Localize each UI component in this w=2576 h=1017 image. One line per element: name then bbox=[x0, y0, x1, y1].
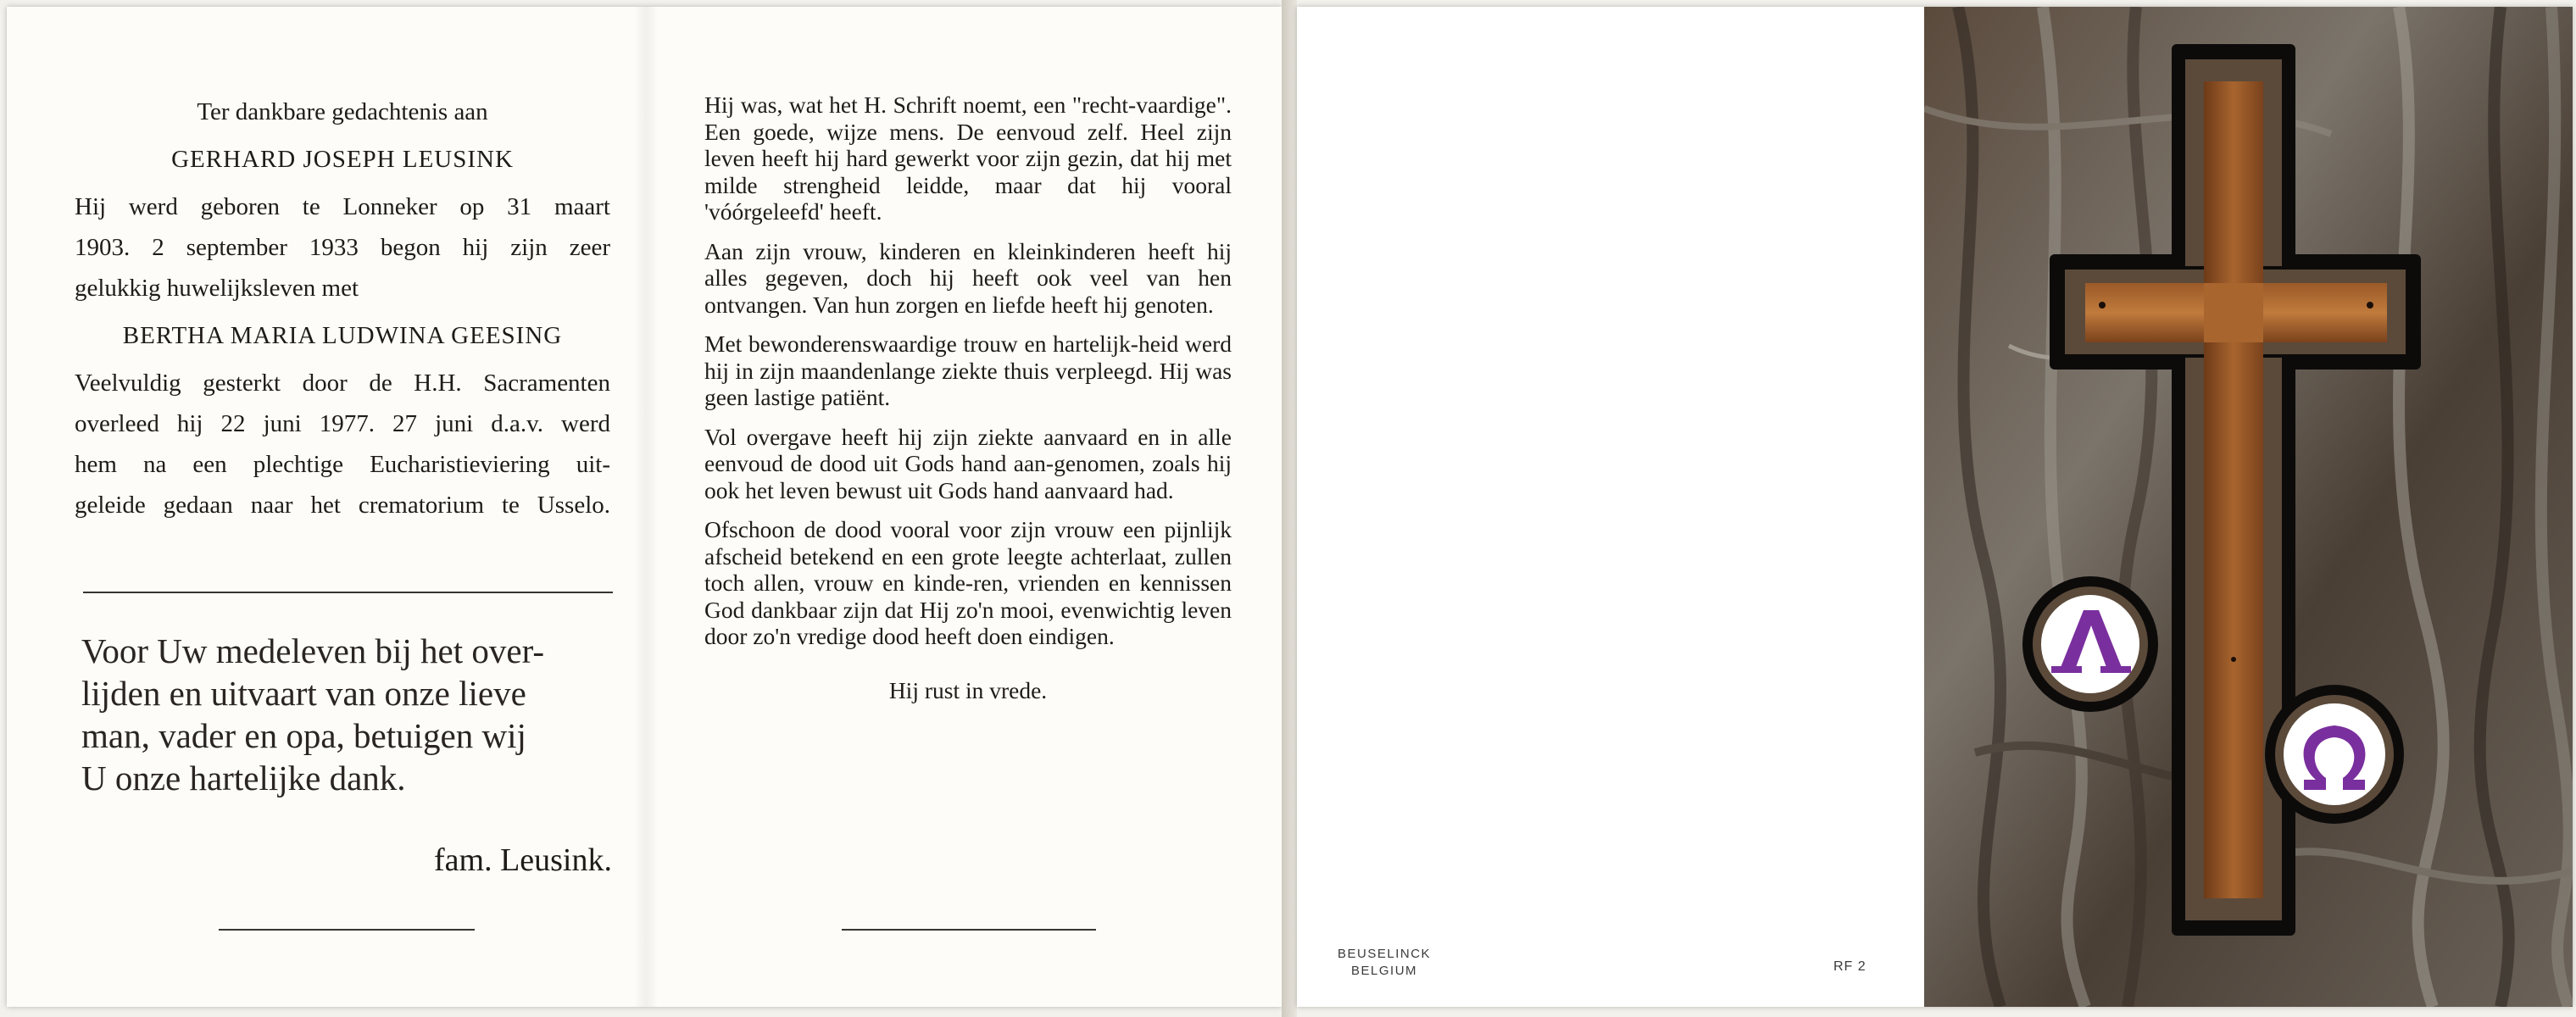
eulogy-paragraph: Vol overgave heeft hij zijn ziekte aanvaard en in alle eenvoud de dood uit Gods hand aan-genomen, zoals hij ook het leven bewust uit Gods hand aanvaard had. bbox=[704, 423, 1232, 503]
printer-imprint bbox=[1338, 946, 1431, 980]
card-code: RF 2 bbox=[1833, 959, 1867, 974]
eulogy-paragraph: Met bewonderenswaardige trouw en hartelijk-heid werd hij in zijn maandenlange ziekte thuis verpleegd. Hij was geen lastige patiënt. bbox=[704, 331, 1232, 410]
printer-name: BEUSELINCK bbox=[1338, 947, 1432, 961]
birth-line: Hij werd geboren te Lonneker op 31 maart bbox=[75, 193, 610, 220]
thanks-message bbox=[81, 630, 612, 799]
fold-line bbox=[634, 7, 658, 1007]
eulogy-paragraph: Hij was, wat het H. Schrift noemt, een "recht-vaardige". Een goede, wijze mens. De eenvoud zelf. Heel zijn leven heeft hij hard gewerkt voor zijn gezin, dat hij met milde strengheid leidde, maar dat hij vooral 'vóórgeleefd' heeft. bbox=[704, 92, 1232, 225]
printer-country: BELGIUM bbox=[1351, 964, 1418, 978]
alpha-icon bbox=[2022, 576, 2158, 712]
closing-line: Hij rust in vrede. bbox=[888, 676, 1048, 703]
eulogy-paragraph: Ofschoon de dood vooral voor zijn vrouw een pijnlijk afscheid betekend en een grote leegte achterlaat, zullen toch allen, vrouw en kinde-ren, vrienden en kennissen God dankbaar zijn dat Hij zo'n mooi, evenwichtig leven door zo'n vredige dood heeft doen eindigen. bbox=[704, 516, 1232, 649]
short-divider bbox=[842, 929, 1096, 931]
spouse-name: BERTHA MARIA LUDWINA GEESING bbox=[122, 322, 563, 349]
short-divider bbox=[219, 929, 475, 931]
intro-line: Ter dankbare gedachtenis aan bbox=[197, 98, 488, 125]
death-line: overleed hij 22 juni 1977. 27 juni d.a.v. werd bbox=[75, 410, 610, 437]
birth-line: gelukkig huwelijksleven met bbox=[75, 275, 359, 302]
death-line: geleide gedaan naar het crematorium te Usselo. bbox=[75, 492, 610, 519]
scan-gap bbox=[1282, 0, 1297, 1017]
birth-line: 1903. 2 september 1933 begon hij zijn zeer bbox=[75, 234, 610, 261]
thanks-line: Voor Uw medeleven bij het over- bbox=[81, 631, 545, 670]
artwork-svg bbox=[1924, 7, 2573, 1007]
omega-icon bbox=[2265, 685, 2404, 824]
cross-artwork bbox=[1924, 7, 2573, 1007]
divider-line bbox=[83, 592, 613, 593]
death-line: Veelvuldig gesterkt door de H.H. Sacramenten bbox=[75, 370, 610, 397]
family-signature: fam. Leusink. bbox=[433, 842, 612, 878]
thanks-line: U onze hartelijke dank. bbox=[81, 759, 406, 797]
death-line: hem na een plechtige Eucharistieviering uit- bbox=[75, 451, 610, 478]
deceased-name: GERHARD JOSEPH LEUSINK bbox=[171, 146, 514, 173]
eulogy-paragraph: Aan zijn vrouw, kinderen en kleinkinderen heeft hij alles gegeven, doch hij heeft ook veel van hen ontvangen. Van hun zorgen en liefde heeft hij genoten. bbox=[704, 237, 1232, 318]
memorial-text-panel bbox=[75, 92, 610, 525]
memorial-card-inside bbox=[7, 7, 1282, 1007]
thanks-line: man, vader en opa, betuigen wij bbox=[81, 716, 526, 755]
thanks-line: lijden en uitvaart van onze lieve bbox=[81, 674, 526, 713]
eulogy-panel bbox=[704, 92, 1232, 703]
memorial-card-outside bbox=[1297, 7, 2573, 1007]
